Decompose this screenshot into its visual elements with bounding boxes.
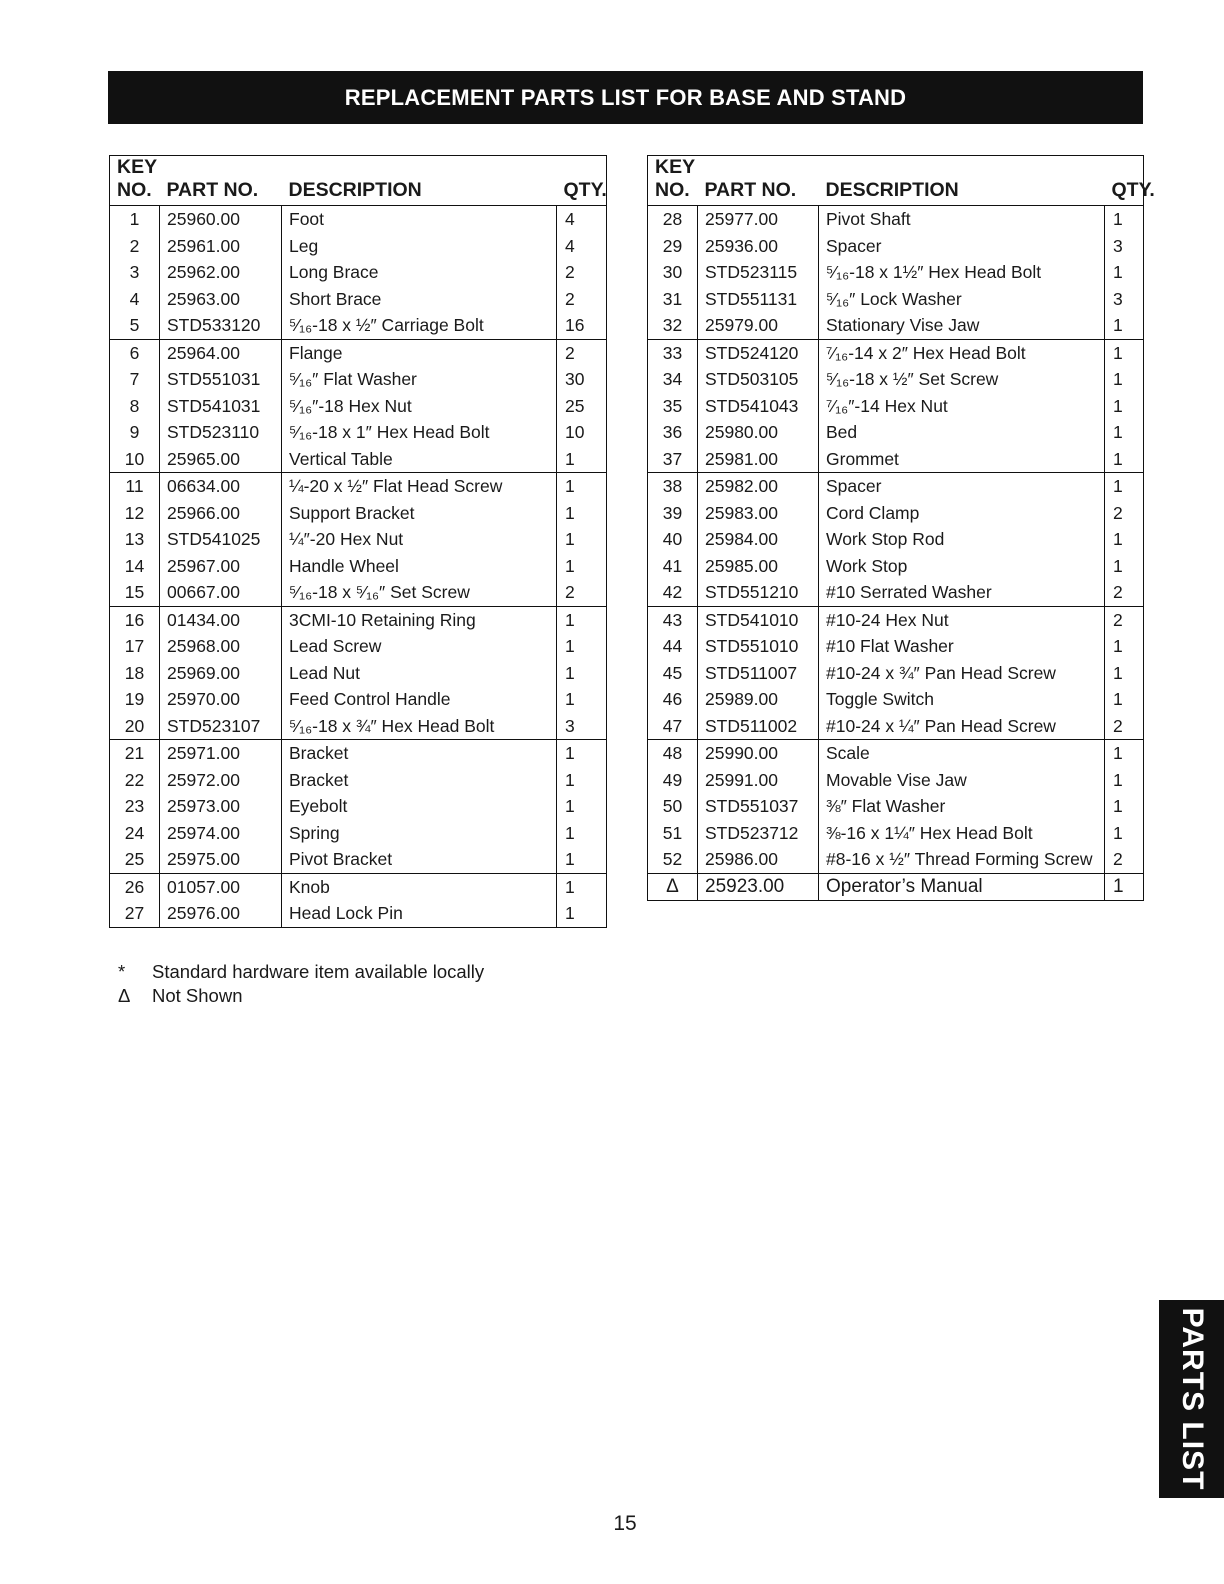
part-no-cell: 06634.00 [160, 473, 282, 500]
description-cell: Feed Control Handle [282, 686, 557, 713]
qty-cell: 1 [557, 767, 607, 794]
part-no-cell: 25973.00 [160, 793, 282, 820]
description-cell: Scale [819, 740, 1105, 767]
header-key-no: KEY NO. [648, 156, 698, 206]
table-row [648, 873, 1144, 901]
description-cell: Flange [282, 339, 557, 366]
key-no-cell: 44 [648, 633, 698, 660]
table-row [648, 713, 1144, 740]
table-row [648, 393, 1144, 420]
table-row [110, 633, 607, 660]
part-no-cell: 25974.00 [160, 820, 282, 847]
description-cell: Long Brace [282, 259, 557, 286]
table-row [110, 686, 607, 713]
qty-cell: 2 [557, 259, 607, 286]
description-cell: Work Stop [819, 553, 1105, 580]
key-no-cell: 24 [110, 820, 160, 847]
qty-cell: 1 [1105, 419, 1144, 446]
qty-cell: 1 [557, 873, 607, 900]
table-row [110, 767, 607, 794]
part-no-cell: 25976.00 [160, 900, 282, 927]
description-cell: Eyebolt [282, 793, 557, 820]
table-header-row [648, 156, 1144, 206]
key-no-cell: 38 [648, 473, 698, 500]
qty-cell: 1 [1105, 366, 1144, 393]
qty-cell: 25 [557, 393, 607, 420]
qty-cell: 1 [1105, 259, 1144, 286]
description-cell: #10 Flat Washer [819, 633, 1105, 660]
qty-cell: 1 [557, 686, 607, 713]
qty-cell: 1 [557, 553, 607, 580]
page-title: REPLACEMENT PARTS LIST FOR BASE AND STAND [344, 84, 907, 110]
description-cell: ⁵⁄₁₆-18 x ½″ Carriage Bolt [282, 312, 557, 339]
table-row [648, 579, 1144, 606]
footnote-text: Not Shown [152, 985, 243, 1006]
description-cell: Bed [819, 419, 1105, 446]
description-cell: ⁵⁄₁₆″-18 Hex Nut [282, 393, 557, 420]
description-cell: Vertical Table [282, 446, 557, 473]
key-no-cell: 22 [110, 767, 160, 794]
table-row [648, 526, 1144, 553]
key-no-cell: 46 [648, 686, 698, 713]
qty-cell: 2 [557, 339, 607, 366]
key-no-cell: 2 [110, 233, 160, 260]
description-cell: ¼″-20 Hex Nut [282, 526, 557, 553]
table-row [110, 339, 607, 366]
key-no-cell: 50 [648, 793, 698, 820]
description-cell: ⁵⁄₁₆-18 x ½″ Set Screw [819, 366, 1105, 393]
table-row [648, 366, 1144, 393]
description-cell: ⁵⁄₁₆″ Flat Washer [282, 366, 557, 393]
description-cell: ⁷⁄₁₆-14 x 2″ Hex Head Bolt [819, 339, 1105, 366]
qty-cell: 3 [557, 713, 607, 740]
part-no-cell: 25936.00 [698, 233, 819, 260]
key-no-cell: 27 [110, 900, 160, 927]
table-row [648, 606, 1144, 633]
description-cell: Handle Wheel [282, 553, 557, 580]
key-no-cell: 29 [648, 233, 698, 260]
description-cell: ⁵⁄₁₆″ Lock Washer [819, 286, 1105, 313]
key-no-cell: 41 [648, 553, 698, 580]
description-cell: ⅜″ Flat Washer [819, 793, 1105, 820]
part-no-cell: STD551037 [698, 793, 819, 820]
qty-cell: 1 [1105, 446, 1144, 473]
table-row [648, 793, 1144, 820]
description-cell: Pivot Bracket [282, 846, 557, 873]
description-cell: Support Bracket [282, 500, 557, 527]
footnote [118, 984, 484, 1008]
parts-table-right [647, 155, 1155, 901]
qty-cell: 3 [1105, 286, 1144, 313]
description-cell: Work Stop Rod [819, 526, 1105, 553]
description-cell: #10-24 x ¼″ Pan Head Screw [819, 713, 1105, 740]
table-row [648, 633, 1144, 660]
header-key-no: KEY NO. [110, 156, 160, 206]
part-no-cell: 25979.00 [698, 312, 819, 339]
table-row [648, 446, 1144, 473]
section-side-tab [1159, 1300, 1224, 1498]
part-no-cell: 25963.00 [160, 286, 282, 313]
part-no-cell: 25975.00 [160, 846, 282, 873]
qty-cell: 1 [1105, 206, 1144, 233]
qty-cell: 1 [1105, 553, 1144, 580]
table-row [648, 820, 1144, 847]
qty-cell: 1 [557, 660, 607, 687]
table-row [110, 846, 607, 873]
part-no-cell: STD523107 [160, 713, 282, 740]
key-no-cell: 25 [110, 846, 160, 873]
table-row [110, 660, 607, 687]
part-no-cell: 25962.00 [160, 259, 282, 286]
table-row [110, 873, 607, 900]
part-no-cell: 25971.00 [160, 740, 282, 767]
description-cell: 3CMI-10 Retaining Ring [282, 606, 557, 633]
part-no-cell: 25923.00 [698, 873, 819, 901]
key-no-cell: 9 [110, 419, 160, 446]
part-no-cell: 25964.00 [160, 339, 282, 366]
qty-cell: 1 [1105, 473, 1144, 500]
table-row [648, 660, 1144, 687]
qty-cell: 1 [557, 526, 607, 553]
part-no-cell: 25968.00 [160, 633, 282, 660]
table-row [110, 259, 607, 286]
description-cell: Foot [282, 206, 557, 233]
table-row [648, 206, 1144, 233]
section-side-tab-label: PARTS LIST [1175, 1307, 1209, 1491]
description-cell: ⁵⁄₁₆-18 x ⁵⁄₁₆″ Set Screw [282, 579, 557, 606]
qty-cell: 4 [557, 233, 607, 260]
description-cell: Short Brace [282, 286, 557, 313]
table-row [110, 473, 607, 500]
qty-cell: 1 [1105, 633, 1144, 660]
qty-cell: 1 [557, 740, 607, 767]
description-cell: Bracket [282, 767, 557, 794]
description-cell: Lead Screw [282, 633, 557, 660]
key-no-cell: 6 [110, 339, 160, 366]
key-no-cell: 51 [648, 820, 698, 847]
key-no-cell: 26 [110, 873, 160, 900]
qty-cell: 1 [557, 900, 607, 927]
header-description: DESCRIPTION [819, 156, 1105, 206]
qty-cell: 1 [1105, 312, 1144, 339]
key-no-cell: 16 [110, 606, 160, 633]
qty-cell: 1 [1105, 767, 1144, 794]
qty-cell: 2 [1105, 846, 1144, 873]
part-no-cell: STD551031 [160, 366, 282, 393]
description-cell: Pivot Shaft [819, 206, 1105, 233]
part-no-cell: 01434.00 [160, 606, 282, 633]
table-row [648, 286, 1144, 313]
qty-cell: 1 [557, 793, 607, 820]
qty-cell: 2 [1105, 713, 1144, 740]
qty-cell: 1 [1105, 686, 1144, 713]
part-no-cell: 25986.00 [698, 846, 819, 873]
qty-cell: 1 [1105, 873, 1144, 901]
part-no-cell: 25980.00 [698, 419, 819, 446]
description-cell: Knob [282, 873, 557, 900]
description-cell: Movable Vise Jaw [819, 767, 1105, 794]
qty-cell: 4 [557, 206, 607, 233]
description-cell: ⁵⁄₁₆-18 x 1″ Hex Head Bolt [282, 419, 557, 446]
table-row [110, 606, 607, 633]
key-no-cell: 28 [648, 206, 698, 233]
description-cell: Spacer [819, 473, 1105, 500]
key-no-cell: 17 [110, 633, 160, 660]
qty-cell: 2 [1105, 606, 1144, 633]
description-cell: Cord Clamp [819, 500, 1105, 527]
key-no-cell: 13 [110, 526, 160, 553]
page-number: 15 [613, 1512, 637, 1535]
part-no-cell: STD511007 [698, 660, 819, 687]
header-qty: QTY. [1105, 156, 1144, 206]
description-cell: Spring [282, 820, 557, 847]
part-no-cell: STD523712 [698, 820, 819, 847]
part-no-cell: 25967.00 [160, 553, 282, 580]
part-no-cell: STD523115 [698, 259, 819, 286]
part-no-cell: 25991.00 [698, 767, 819, 794]
key-no-cell: 40 [648, 526, 698, 553]
description-cell: Lead Nut [282, 660, 557, 687]
qty-cell: 1 [557, 820, 607, 847]
part-no-cell: STD551131 [698, 286, 819, 313]
part-no-cell: STD541031 [160, 393, 282, 420]
qty-cell: 1 [557, 633, 607, 660]
table-row [648, 339, 1144, 366]
description-cell: Operator’s Manual [819, 873, 1105, 901]
footnote-symbol: * [118, 961, 126, 982]
table-row [648, 473, 1144, 500]
table-row [110, 366, 607, 393]
table-row [110, 312, 607, 339]
key-no-cell: 34 [648, 366, 698, 393]
description-cell: Stationary Vise Jaw [819, 312, 1105, 339]
table-row [110, 713, 607, 740]
part-no-cell: 25972.00 [160, 767, 282, 794]
part-no-cell: 25984.00 [698, 526, 819, 553]
header-description: DESCRIPTION [282, 156, 557, 206]
table-row [648, 740, 1144, 767]
description-cell: Grommet [819, 446, 1105, 473]
qty-cell: 2 [1105, 579, 1144, 606]
table-row [110, 740, 607, 767]
table-row [110, 233, 607, 260]
footnote [118, 960, 484, 984]
part-no-cell: 25985.00 [698, 553, 819, 580]
key-no-cell: 31 [648, 286, 698, 313]
footnote-symbol: Δ [118, 985, 131, 1006]
description-cell: ⁵⁄₁₆-18 x ¾″ Hex Head Bolt [282, 713, 557, 740]
table-row [648, 553, 1144, 580]
description-cell: ⅜-16 x 1¼″ Hex Head Bolt [819, 820, 1105, 847]
key-no-cell: 35 [648, 393, 698, 420]
qty-cell: 1 [1105, 526, 1144, 553]
qty-cell: 1 [1105, 660, 1144, 687]
description-cell: Head Lock Pin [282, 900, 557, 927]
table-row [648, 500, 1144, 527]
description-cell: ¼-20 x ½″ Flat Head Screw [282, 473, 557, 500]
table-row [648, 767, 1144, 794]
part-no-cell: 01057.00 [160, 873, 282, 900]
qty-cell: 1 [1105, 393, 1144, 420]
key-no-cell: 3 [110, 259, 160, 286]
table-header-row [110, 156, 607, 206]
footnotes [118, 960, 484, 1008]
table-row [110, 553, 607, 580]
key-no-cell: 23 [110, 793, 160, 820]
qty-cell: 1 [1105, 793, 1144, 820]
key-no-cell: 18 [110, 660, 160, 687]
key-no-cell: 42 [648, 579, 698, 606]
key-no-cell: 39 [648, 500, 698, 527]
description-cell: #8-16 x ½″ Thread Forming Screw [819, 846, 1105, 873]
qty-cell: 1 [557, 446, 607, 473]
table-row [110, 820, 607, 847]
key-no-cell: 7 [110, 366, 160, 393]
qty-cell: 1 [1105, 339, 1144, 366]
description-cell: Bracket [282, 740, 557, 767]
description-cell: ⁷⁄₁₆″-14 Hex Nut [819, 393, 1105, 420]
part-no-cell: STD524120 [698, 339, 819, 366]
part-no-cell: 25966.00 [160, 500, 282, 527]
part-no-cell: STD541043 [698, 393, 819, 420]
qty-cell: 1 [557, 473, 607, 500]
part-no-cell: 25970.00 [160, 686, 282, 713]
key-no-cell: 36 [648, 419, 698, 446]
key-no-cell: 37 [648, 446, 698, 473]
qty-cell: 2 [557, 579, 607, 606]
key-no-cell: 32 [648, 312, 698, 339]
qty-cell: 2 [1105, 500, 1144, 527]
key-no-cell: 49 [648, 767, 698, 794]
table-row [648, 259, 1144, 286]
part-no-cell: STD541025 [160, 526, 282, 553]
part-no-cell: 25981.00 [698, 446, 819, 473]
part-no-cell: STD503105 [698, 366, 819, 393]
qty-cell: 1 [557, 846, 607, 873]
key-no-cell: 8 [110, 393, 160, 420]
part-no-cell: 25965.00 [160, 446, 282, 473]
qty-cell: 1 [1105, 740, 1144, 767]
key-no-cell: 47 [648, 713, 698, 740]
part-no-cell: STD523110 [160, 419, 282, 446]
key-no-cell: 4 [110, 286, 160, 313]
part-no-cell: STD541010 [698, 606, 819, 633]
page-title-banner [108, 71, 1143, 124]
key-no-cell: 15 [110, 579, 160, 606]
table-row [648, 312, 1144, 339]
key-no-cell: Δ [648, 873, 698, 901]
table-row [648, 686, 1144, 713]
part-no-cell: STD551210 [698, 579, 819, 606]
description-cell: #10-24 Hex Nut [819, 606, 1105, 633]
header-qty: QTY. [557, 156, 607, 206]
part-no-cell: 25983.00 [698, 500, 819, 527]
part-no-cell: 25969.00 [160, 660, 282, 687]
part-no-cell: STD533120 [160, 312, 282, 339]
description-cell: Spacer [819, 233, 1105, 260]
key-no-cell: 1 [110, 206, 160, 233]
part-no-cell: 25982.00 [698, 473, 819, 500]
table-row [110, 446, 607, 473]
qty-cell: 2 [557, 286, 607, 313]
table-row [110, 206, 607, 233]
part-no-cell: 25960.00 [160, 206, 282, 233]
part-no-cell: 25990.00 [698, 740, 819, 767]
qty-cell: 3 [1105, 233, 1144, 260]
key-no-cell: 12 [110, 500, 160, 527]
table-row [648, 846, 1144, 873]
table-row [648, 233, 1144, 260]
table-row [110, 500, 607, 527]
part-no-cell: 25977.00 [698, 206, 819, 233]
qty-cell: 16 [557, 312, 607, 339]
qty-cell: 1 [1105, 820, 1144, 847]
key-no-cell: 19 [110, 686, 160, 713]
key-no-cell: 45 [648, 660, 698, 687]
part-no-cell: 25961.00 [160, 233, 282, 260]
description-cell: #10 Serrated Washer [819, 579, 1105, 606]
key-no-cell: 52 [648, 846, 698, 873]
header-part-no: PART NO. [698, 156, 819, 206]
part-no-cell: STD511002 [698, 713, 819, 740]
table-row [110, 526, 607, 553]
table-row [648, 419, 1144, 446]
qty-cell: 1 [557, 606, 607, 633]
key-no-cell: 14 [110, 553, 160, 580]
table-row [110, 793, 607, 820]
key-no-cell: 21 [110, 740, 160, 767]
key-no-cell: 30 [648, 259, 698, 286]
qty-cell: 30 [557, 366, 607, 393]
table-row [110, 393, 607, 420]
table-row [110, 419, 607, 446]
description-cell: Leg [282, 233, 557, 260]
qty-cell: 10 [557, 419, 607, 446]
table-row [110, 286, 607, 313]
description-cell: Toggle Switch [819, 686, 1105, 713]
header-part-no: PART NO. [160, 156, 282, 206]
table-row [110, 900, 607, 927]
key-no-cell: 20 [110, 713, 160, 740]
part-no-cell: 25989.00 [698, 686, 819, 713]
part-no-cell: STD551010 [698, 633, 819, 660]
qty-cell: 1 [557, 500, 607, 527]
part-no-cell: 00667.00 [160, 579, 282, 606]
key-no-cell: 11 [110, 473, 160, 500]
description-cell: #10-24 x ¾″ Pan Head Screw [819, 660, 1105, 687]
footnote-text: Standard hardware item available locally [152, 961, 485, 982]
key-no-cell: 43 [648, 606, 698, 633]
table-row [110, 579, 607, 606]
key-no-cell: 5 [110, 312, 160, 339]
key-no-cell: 33 [648, 339, 698, 366]
key-no-cell: 48 [648, 740, 698, 767]
parts-table-left [109, 155, 607, 928]
key-no-cell: 10 [110, 446, 160, 473]
description-cell: ⁵⁄₁₆-18 x 1½″ Hex Head Bolt [819, 259, 1105, 286]
